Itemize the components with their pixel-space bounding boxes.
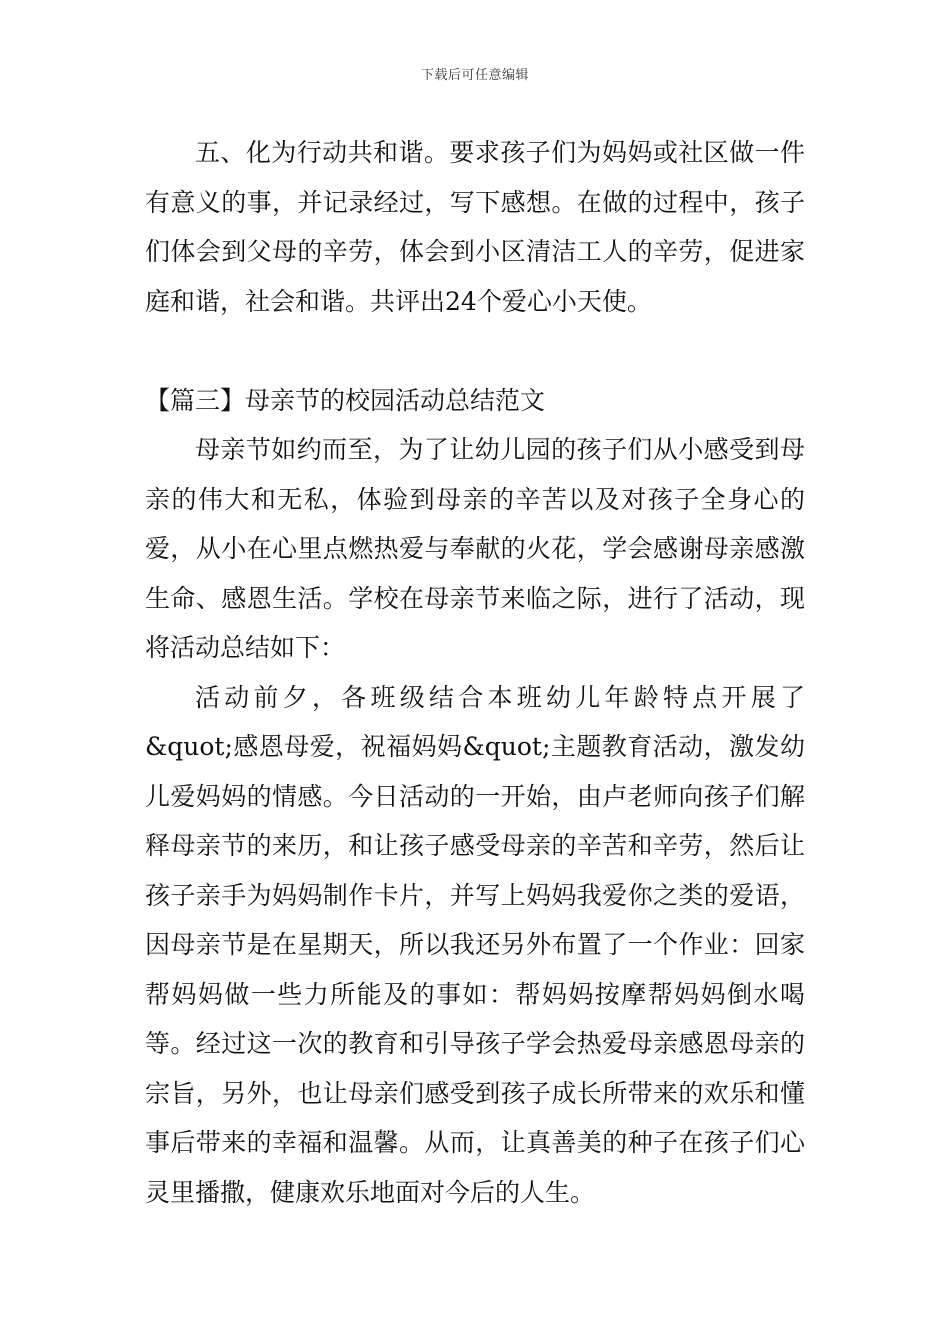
section-title: 【篇三】母亲节的校园活动总结范文 bbox=[145, 385, 546, 415]
paragraph-1: 母亲节如约而至，为了让幼儿园的孩子们从小感受到母亲的伟大和无私，体验到母亲的辛苦以及对孩子全身心的爱，从小在心里点燃热爱与奉献的火花，学会感谢母亲感激生命、感恩生活。学校在母亲节来临之际，进行了活动，现将活动总结如下： bbox=[145, 435, 805, 662]
paragraph-intro: 五、化为行动共和谐。要求孩子们为妈妈或社区做一件有意义的事，并记录经过，写下感想。在做的过程中，孩子们体会到父母的辛劳，体会到小区清洁工人的辛劳，促进家庭和谐，社会和谐。共评出24个爱心小天使。 bbox=[145, 138, 805, 316]
paragraph-2: 活动前夕，各班级结合本班幼儿年龄特点开展了&quot;感恩母爱，祝福妈妈&quot;主题教育活动，激发幼儿爱妈妈的情感。今日活动的一开始，由卢老师向孩子们解释母亲节的来历，和让孩子感受母亲的辛苦和辛劳，然后让孩子亲手为妈妈制作卡片，并写上妈妈我爱你之类的爱语，因母亲节是在星期天，所以我还另外布置了一个作业：回家帮妈妈做一些力所能及的事如：帮妈妈按摩帮妈妈倒水喝等。经过这一次的教育和引导孩子学会热爱母亲感恩母亲的宗旨，另外，也让母亲们感受到孩子成长所带来的欢乐和懂事后带来的幸福和温馨。从而，让真善美的种子在孩子们心灵里播撒，健康欢乐地面对今后的人生。 bbox=[145, 682, 805, 1207]
paragraph-gap bbox=[145, 326, 805, 376]
page-header-note: 下载后可任意编辑 bbox=[420, 68, 529, 83]
document-body bbox=[145, 128, 805, 1217]
